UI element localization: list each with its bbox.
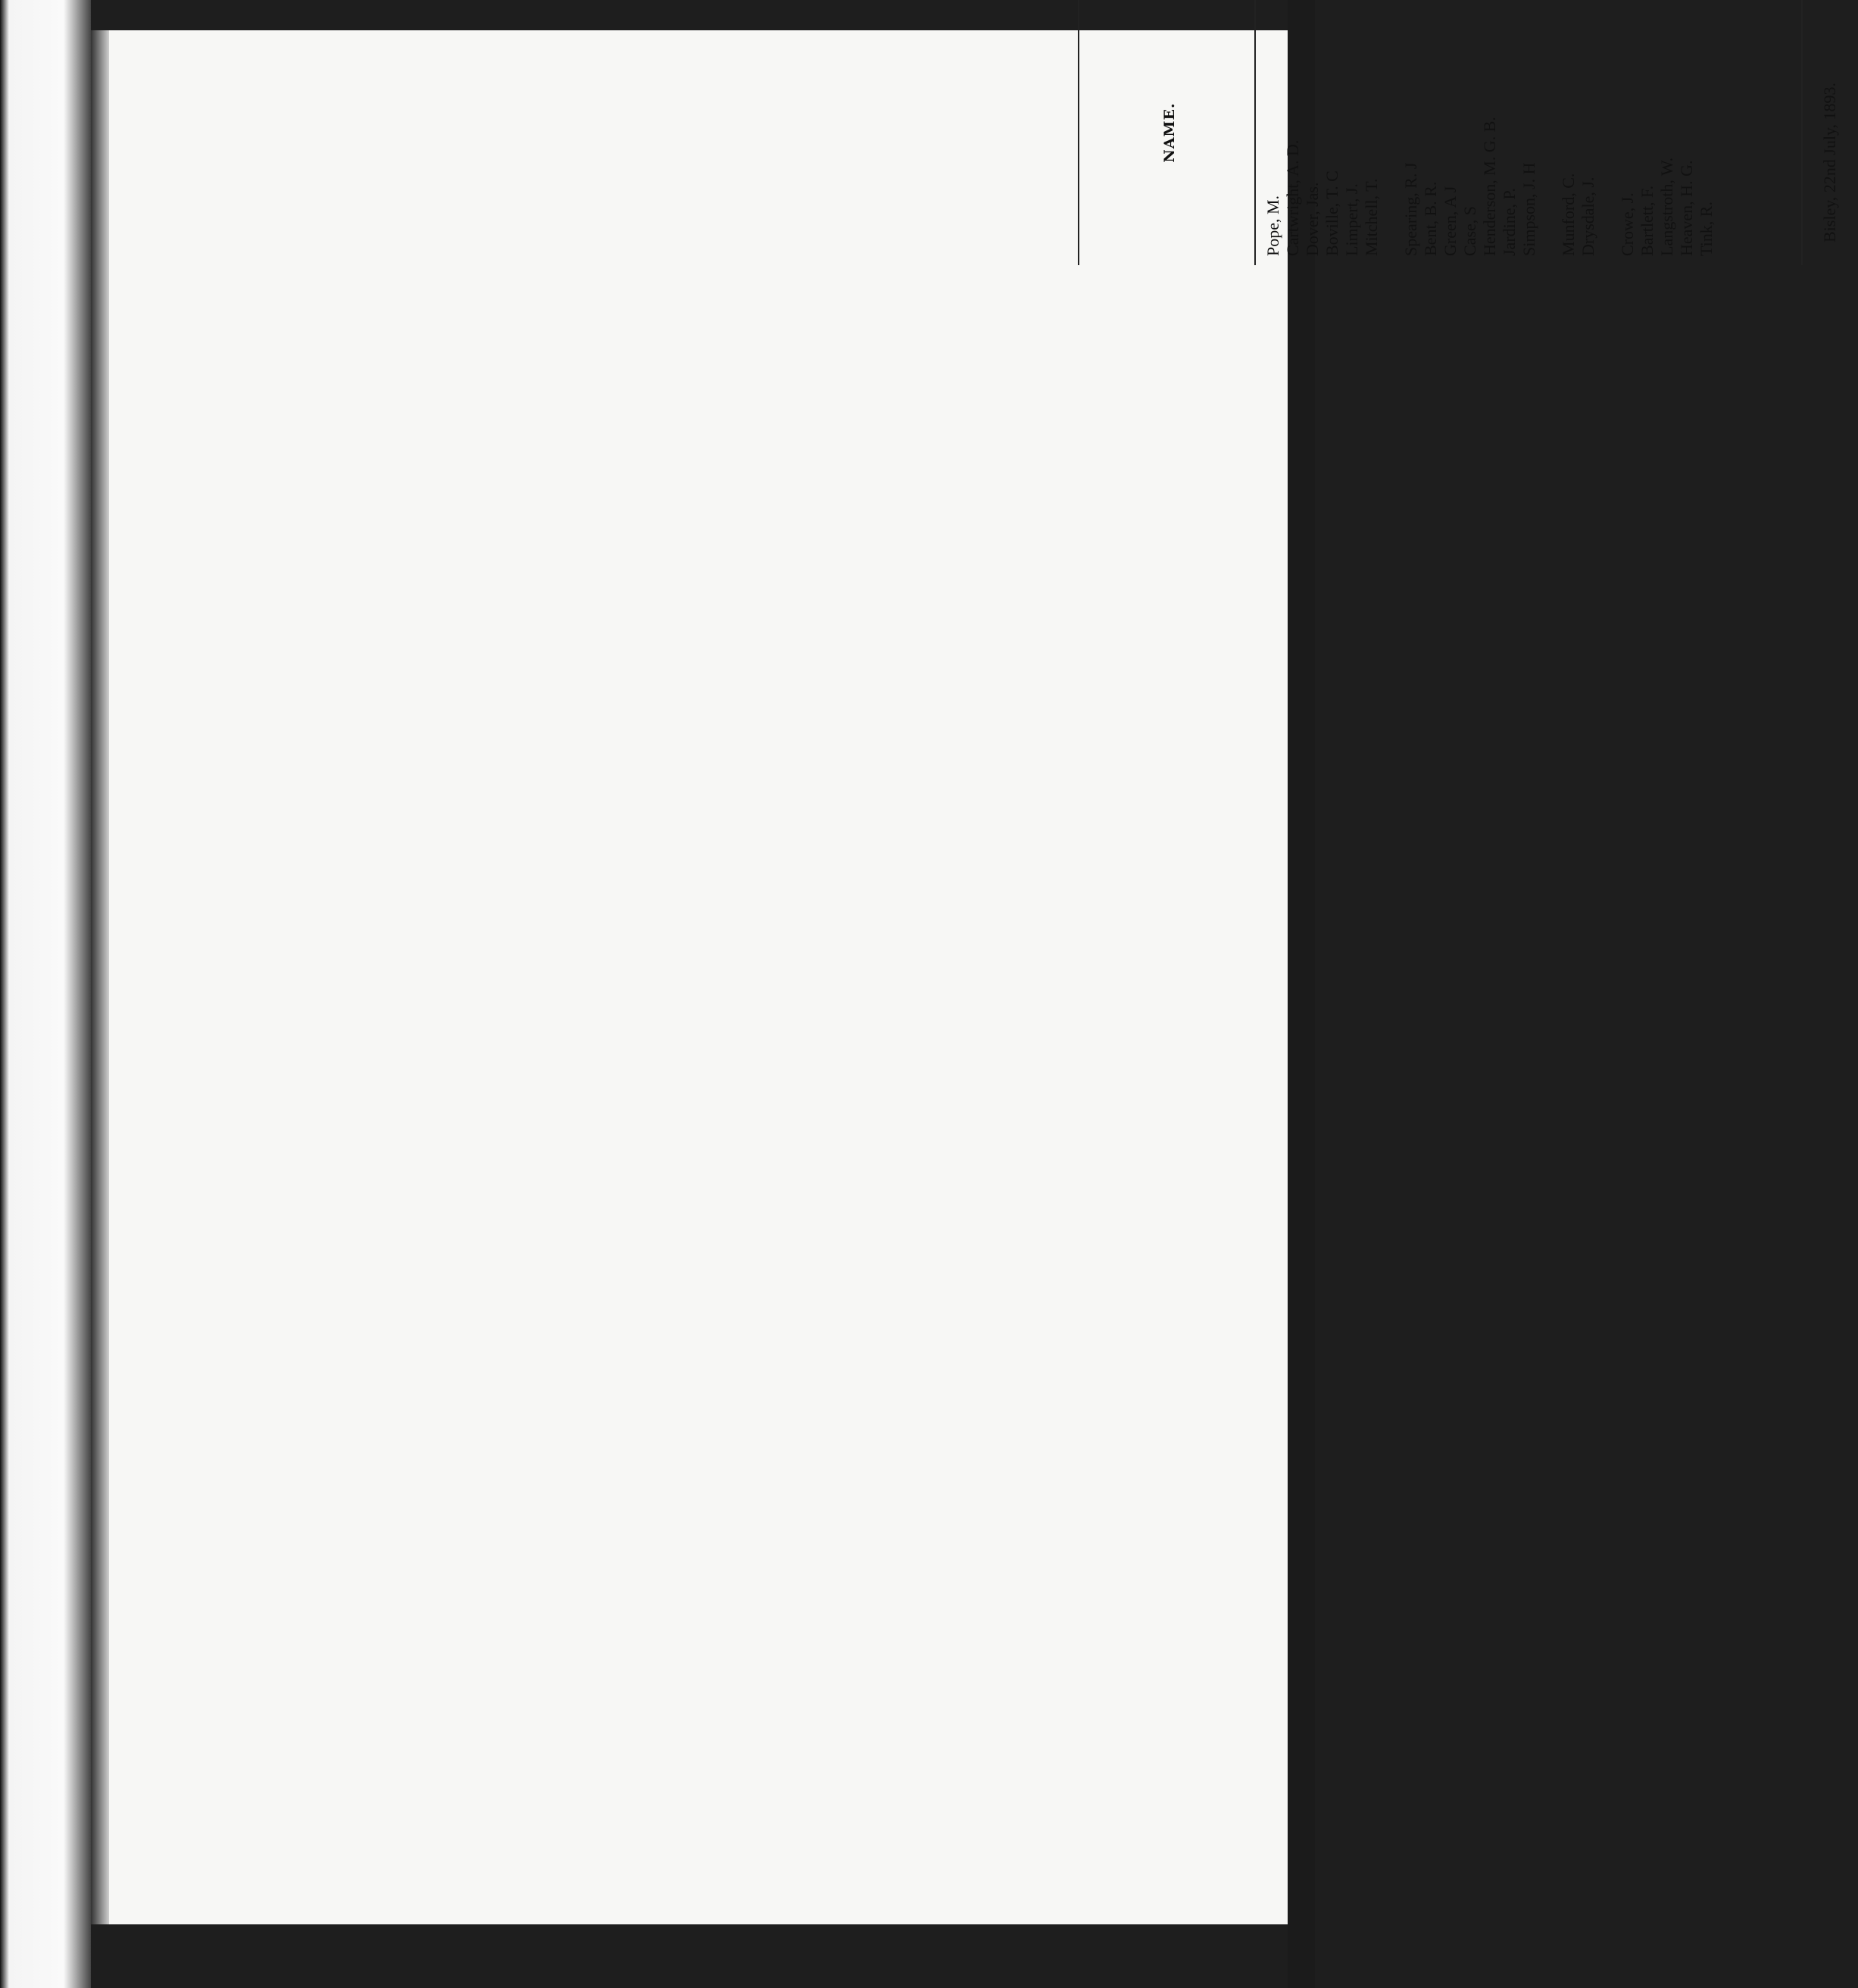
cell-name: Langstroth, W. — [1657, 157, 1676, 256]
right-margin — [1288, 0, 1315, 1988]
cell-name: Crowe, J. — [1618, 192, 1637, 256]
cell-name: Simpson, J. H — [1519, 162, 1538, 256]
header-rule — [1254, 0, 1256, 265]
cell-name: Drysdale, J. — [1579, 177, 1597, 256]
cell-name: Jardine, P. — [1500, 188, 1519, 256]
header-name: NAME. — [1160, 102, 1178, 163]
cell-name: Spearing, R. J — [1401, 162, 1420, 256]
cell-name: Heaven, H. G. — [1677, 160, 1696, 256]
page-title — [1001, 0, 1039, 265]
cell-name: Mitchell, T. — [1362, 178, 1381, 256]
cell-name: Case, S — [1460, 206, 1479, 256]
cell-name: Green, A J — [1441, 186, 1460, 256]
paper-sheet — [91, 30, 1288, 1924]
cell-name: Tink, R. — [1697, 202, 1716, 256]
top-rule — [1078, 0, 1079, 265]
cell-name: Bartlett, F. — [1638, 186, 1657, 256]
cell-name: Boville, T. C — [1322, 170, 1341, 256]
left-page-edge — [0, 0, 91, 1988]
cell-name: Limpert, J. — [1342, 183, 1361, 256]
place-date: Bisley, 22nd July, 1893. — [1820, 82, 1839, 242]
bottom-rule — [1801, 0, 1803, 265]
cell-name: Cartwright, A. D. — [1283, 139, 1302, 256]
cell-name: Munford, C. — [1559, 173, 1578, 256]
cell-name: Bent, B. R. — [1421, 181, 1440, 256]
rotated-table-page — [1002, 0, 1858, 265]
cell-name: Pope, M. — [1263, 195, 1282, 256]
cell-name: Dover, Jas. — [1303, 182, 1322, 256]
page-gutter — [91, 30, 109, 1924]
cell-name: Henderson, M. G. B. — [1480, 117, 1499, 256]
